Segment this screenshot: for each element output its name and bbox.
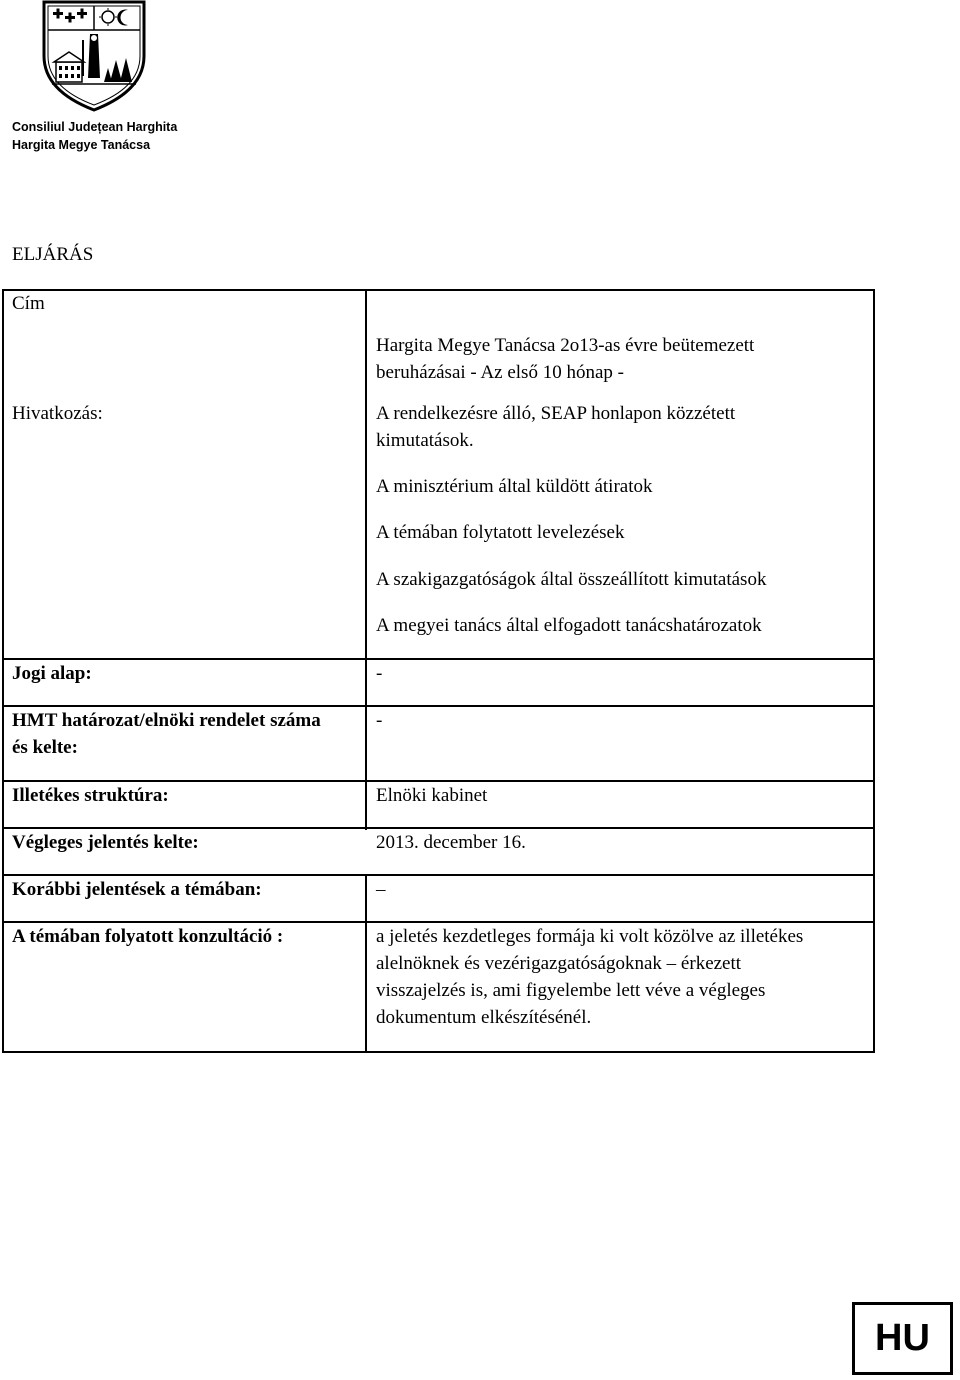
value-hmt: -	[376, 710, 383, 731]
value-cim-line-1: Hargita Megye Tanácsa 2o13-as évre beütemezett	[376, 335, 755, 356]
organization-name-romanian: Consiliul Județean Harghita	[12, 120, 178, 134]
coat-of-arms-logo	[40, 0, 148, 112]
table-top-border	[2, 289, 875, 291]
value-hivatkozas-1-line-2: kimutatások.	[376, 430, 474, 451]
value-konzultacio-line-2: alelnöknek és vezérigazgatóságoknak – érkezett	[376, 953, 742, 974]
document-title: ELJÁRÁS	[12, 244, 94, 265]
row-border-jogi-alap	[2, 658, 875, 660]
column-divider-lower	[365, 874, 367, 1053]
value-hivatkozas-1-line-1: A rendelkezésre álló, SEAP honlapon közzétett	[376, 403, 736, 424]
label-hmt-line-2: és kelte:	[12, 737, 78, 758]
value-illetekes: Elnöki kabinet	[376, 785, 488, 806]
label-korabbi: Korábbi jelentések a témában:	[12, 879, 262, 900]
value-vegleges: 2013. december 16.	[376, 832, 526, 853]
value-konzultacio-line-1: a jeletés kezdetleges formája ki volt közölve az illetékes	[376, 926, 804, 947]
language-badge: HU	[852, 1302, 953, 1375]
value-hivatkozas-2: A minisztérium által küldött átiratok	[376, 476, 653, 497]
column-divider-upper	[365, 289, 367, 830]
organization-name-hungarian: Hargita Megye Tanácsa	[12, 138, 151, 152]
value-konzultacio-line-4: dokumentum elkészítésénél.	[376, 1007, 592, 1028]
label-hmt-line-1: HMT határozat/elnöki rendelet száma	[12, 710, 321, 731]
value-hivatkozas-4: A szakigazgatóságok által összeállított kimutatások	[376, 569, 767, 590]
value-korabbi: –	[376, 879, 386, 900]
value-hivatkozas-1	[376, 400, 735, 454]
value-konzultacio	[376, 923, 803, 1031]
value-hivatkozas-5: A megyei tanács által elfogadott tanácshatározatok	[376, 615, 762, 636]
value-hivatkozas-3: A témában folytatott levelezések	[376, 522, 625, 543]
label-hmt	[12, 707, 321, 761]
label-cim: Cím	[12, 293, 45, 314]
table-right-border	[873, 289, 875, 1053]
table-bottom-border	[2, 1051, 875, 1053]
value-cim-line-2: beruházásai - Az első 10 hónap -	[376, 362, 624, 383]
organization-name	[12, 118, 177, 154]
label-jogi-alap: Jogi alap:	[12, 663, 92, 684]
label-vegleges: Végleges jelentés kelte:	[12, 832, 199, 853]
label-hivatkozas: Hivatkozás:	[12, 403, 103, 424]
value-konzultacio-line-3: visszajelzés is, ami figyelembe lett véve a végleges	[376, 980, 766, 1001]
value-cim	[376, 332, 754, 386]
label-konzultacio: A témában folyatott konzultáció :	[12, 926, 284, 947]
label-illetekes: Illetékes struktúra:	[12, 785, 169, 806]
table-left-border	[2, 289, 4, 1053]
value-jogi-alap: -	[376, 663, 383, 684]
